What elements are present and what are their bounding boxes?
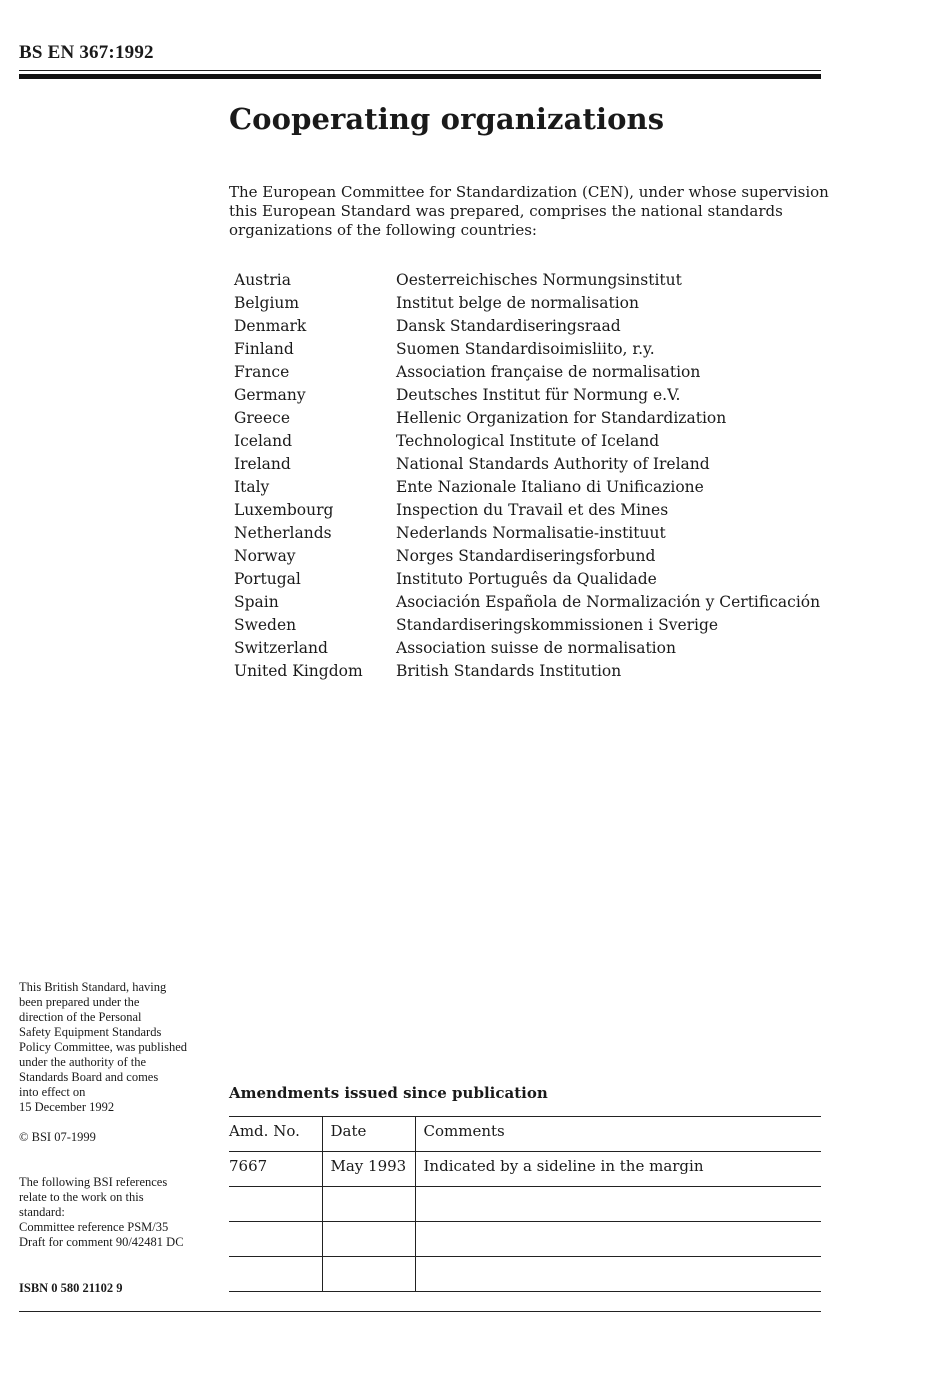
date-cell [322, 1257, 415, 1292]
organization-name: Association française de normalisation [396, 363, 701, 381]
column-header-amd-no: Amd. No. [229, 1117, 322, 1152]
document-code: BS EN 367:1992 [19, 42, 154, 63]
notice-line: This British Standard, having [19, 980, 167, 994]
organization-name: Association suisse de normalisation [396, 639, 676, 657]
country-name: Belgium [234, 294, 300, 312]
country-name: Denmark [234, 317, 307, 335]
notice-line: Policy Committee, was published [19, 1040, 188, 1054]
country-name: United Kingdom [234, 662, 363, 680]
notice-line: into effect on [19, 1085, 86, 1099]
organization-name: Dansk Standardiseringsraad [396, 317, 621, 335]
country-name: Germany [234, 386, 306, 404]
amd-no-cell: 7667 [229, 1152, 322, 1187]
notice-line: under the authority of the [19, 1055, 147, 1069]
amd-no-cell [229, 1222, 322, 1257]
country-name: Ireland [234, 455, 291, 473]
country-name: Portugal [234, 570, 301, 588]
date-cell [322, 1222, 415, 1257]
amd-no-cell [229, 1257, 322, 1292]
table-header-row [229, 1117, 821, 1152]
country-name: Finland [234, 340, 294, 358]
date-cell [322, 1187, 415, 1222]
organization-name: Hellenic Organization for Standardization [396, 409, 727, 427]
country-name: Austria [234, 271, 291, 289]
country-name: Netherlands [234, 524, 332, 542]
header-rule-thin [19, 70, 821, 71]
organization-name: Technological Institute of Iceland [396, 432, 660, 450]
footer-rule [19, 1311, 821, 1312]
column-header-date: Date [322, 1117, 415, 1152]
isbn: ISBN 0 580 21102 9 [19, 1281, 123, 1295]
reference-line: standard: [19, 1205, 65, 1219]
table-row [229, 1187, 821, 1222]
comments-cell: Indicated by a sideline in the margin [415, 1152, 821, 1187]
intro-paragraph [229, 183, 829, 240]
notice-line: Standards Board and comes [19, 1070, 159, 1084]
intro-line: this European Standard was prepared, comprises the national standards [229, 202, 783, 220]
page-title: Cooperating organizations [229, 102, 665, 136]
country-name: Iceland [234, 432, 293, 450]
bsi-references [19, 1175, 229, 1250]
organization-name: Institut belge de normalisation [396, 294, 639, 312]
notice-line: been prepared under the [19, 995, 140, 1009]
comments-cell [415, 1257, 821, 1292]
intro-line: organizations of the following countries: [229, 221, 537, 239]
organization-name: Nederlands Normalisatie-instituut [396, 524, 666, 542]
notice-line: Safety Equipment Standards [19, 1025, 162, 1039]
country-name: France [234, 363, 290, 381]
organization-name: Ente Nazionale Italiano di Unificazione [396, 478, 704, 496]
organization-name: Inspection du Travail et des Mines [396, 501, 669, 519]
column-header-comments: Comments [415, 1117, 821, 1152]
organization-name: Instituto Português da Qualidade [396, 570, 657, 588]
comments-cell [415, 1222, 821, 1257]
organization-name: National Standards Authority of Ireland [396, 455, 710, 473]
header-rule-thick [19, 74, 821, 79]
organization-name: Oesterreichisches Normungsinstitut [396, 271, 682, 289]
table-row [229, 1257, 821, 1292]
amendments-heading: Amendments issued since publication [229, 1084, 548, 1102]
organization-name: Norges Standardiseringsforbund [396, 547, 656, 565]
amendments-table [229, 1116, 821, 1292]
copyright-notice: © BSI 07-1999 [19, 1130, 96, 1144]
intro-line: The European Committee for Standardization (CEN), under whose supervision [229, 183, 829, 201]
reference-line: relate to the work on this [19, 1190, 144, 1204]
reference-line: Committee reference PSM/35 [19, 1220, 169, 1234]
country-name: Sweden [234, 616, 297, 634]
country-name: Italy [234, 478, 270, 496]
reference-line: Draft for comment 90/42481 DC [19, 1235, 184, 1249]
publication-notice [19, 980, 229, 1115]
country-name: Luxembourg [234, 501, 334, 519]
organization-name: Standardiseringskommissionen i Sverige [396, 616, 719, 634]
notice-line: direction of the Personal [19, 1010, 142, 1024]
table-row [229, 1222, 821, 1257]
country-name: Switzerland [234, 639, 328, 657]
organization-name: Deutsches Institut für Normung e.V. [396, 386, 681, 404]
comments-cell [415, 1187, 821, 1222]
country-name: Greece [234, 409, 290, 427]
country-name: Norway [234, 547, 296, 565]
organization-name: Suomen Standardisoimisliito, r.y. [396, 340, 655, 358]
notice-line: 15 December 1992 [19, 1100, 115, 1114]
country-name: Spain [234, 593, 279, 611]
organization-name: British Standards Institution [396, 662, 622, 680]
organization-name: Asociación Española de Normalización y Certificación [396, 593, 821, 611]
reference-line: The following BSI references [19, 1175, 168, 1189]
date-cell: May 1993 [322, 1152, 415, 1187]
amd-no-cell [229, 1187, 322, 1222]
table-row [229, 1152, 821, 1187]
